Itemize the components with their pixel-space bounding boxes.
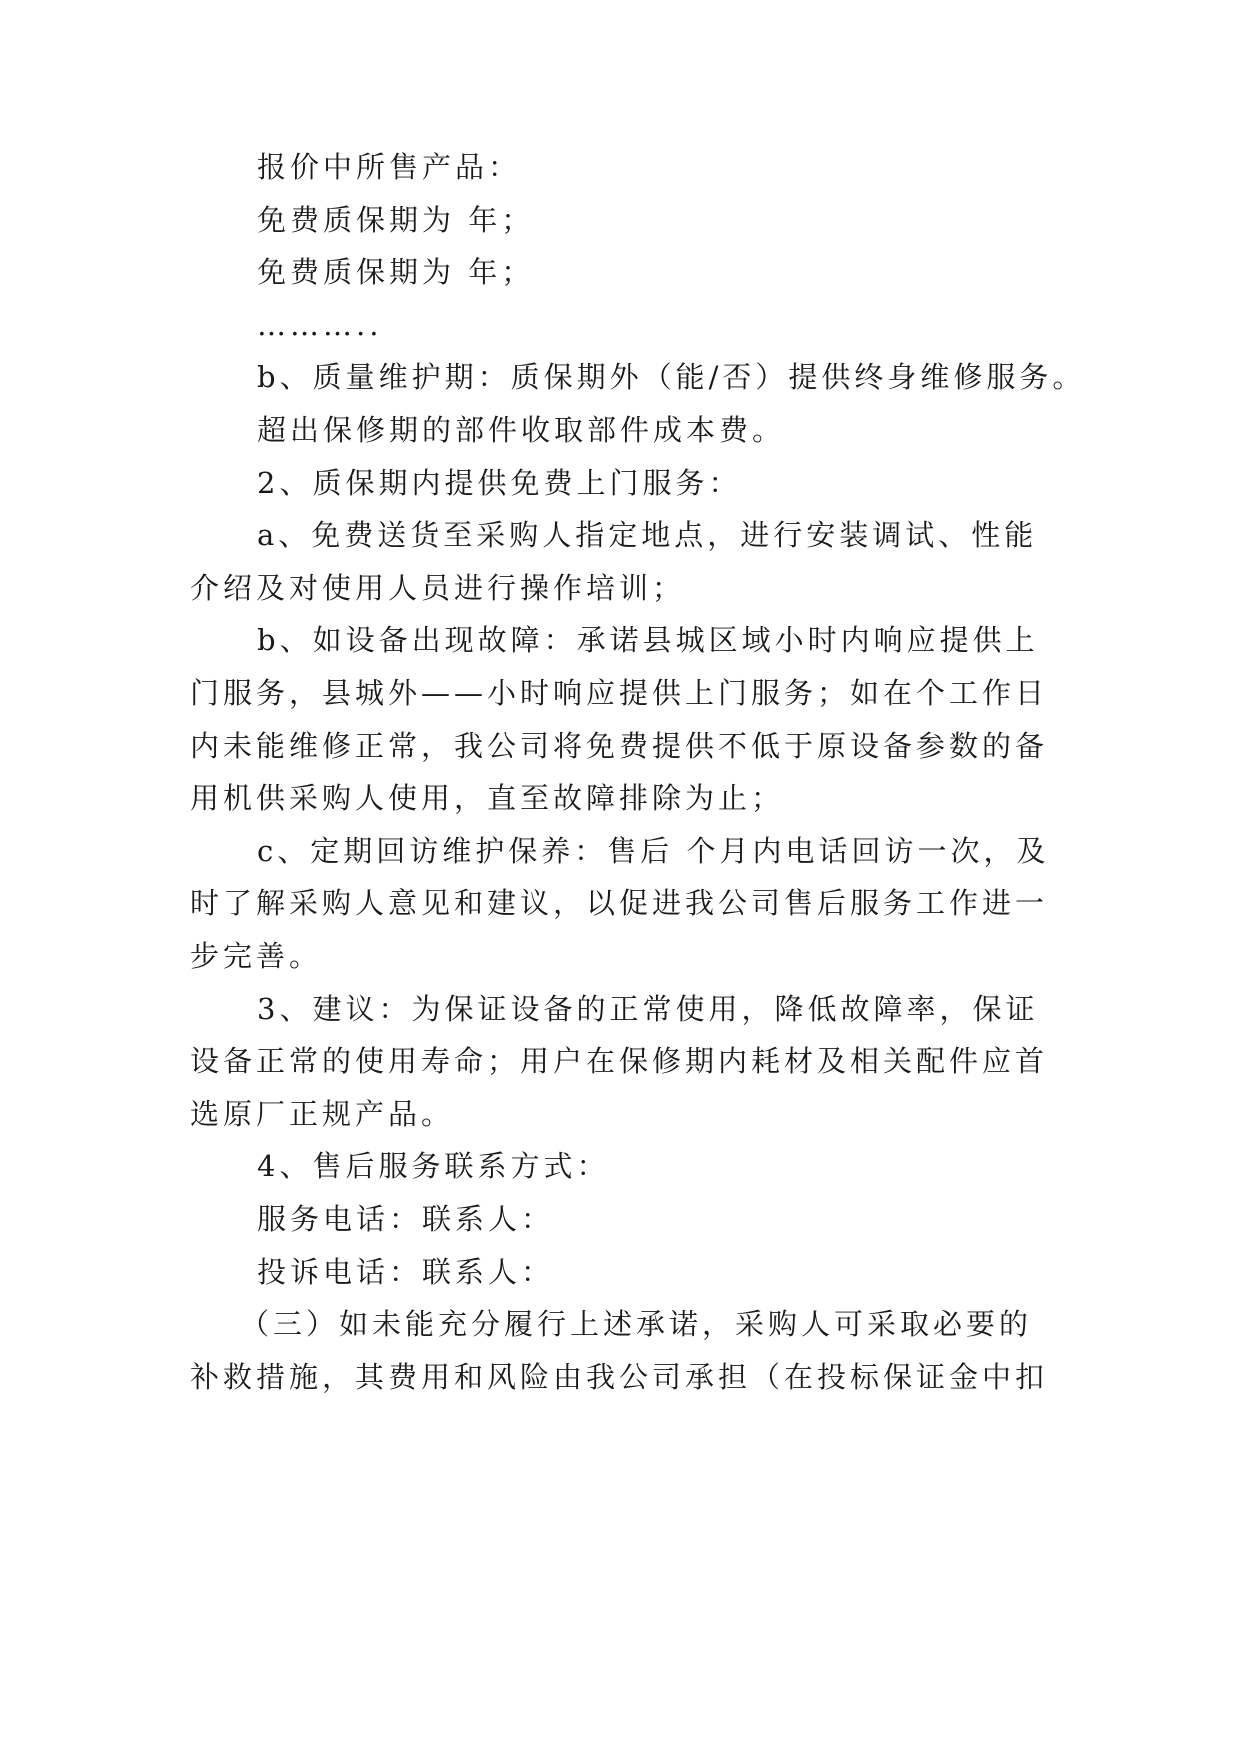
text-line: 超出保修期的部件收取部件成本费。 bbox=[257, 413, 786, 447]
text-line: 介绍及对使用人员进行操作培训； bbox=[190, 571, 686, 605]
text-line: a、免费送货至采购人指定地点，进行安装调试、性能 bbox=[257, 518, 1038, 552]
text-line: 门服务，县城外——小时响应提供上门服务；如在个工作日 bbox=[190, 676, 1049, 710]
text-line: 时了解采购人意见和建议，以促进我公司售后服务工作进一 bbox=[190, 886, 1049, 920]
text-line: 服务电话：联系人： bbox=[257, 1202, 555, 1236]
text-line: b、质量维护期：质保期外（能/否）提供终身维修服务。 bbox=[257, 360, 1086, 394]
text-line: b、如设备出现故障：承诺县城区域小时内响应提供上 bbox=[257, 623, 1039, 657]
text-line: 免费质保期为 年； bbox=[257, 255, 535, 289]
text-line: 设备正常的使用寿命；用户在保修期内耗材及相关配件应首 bbox=[190, 1044, 1049, 1078]
text-line: 3、建议：为保证设备的正常使用，降低故障率，保证 bbox=[257, 992, 1039, 1026]
text-line: 免费质保期为 年； bbox=[257, 203, 535, 237]
text-line: 选原厂正规产品。 bbox=[190, 1097, 455, 1131]
text-line: ……….. bbox=[257, 308, 383, 342]
text-line: 4、售后服务联系方式： bbox=[257, 1149, 610, 1183]
text-line: 用机供采购人使用，直至故障排除为止； bbox=[190, 781, 785, 815]
text-line: 投诉电话：联系人： bbox=[257, 1255, 555, 1289]
text-line: 2、质保期内提供免费上门服务： bbox=[257, 466, 742, 500]
text-line: 报价中所售产品： bbox=[257, 150, 522, 184]
text-line: （三）如未能充分履行上述承诺，采购人可采取必要的 bbox=[240, 1307, 1033, 1341]
text-line: c、定期回访维护保养：售后 个月内电话回访一次，及 bbox=[257, 834, 1050, 868]
text-line: 补救措施，其费用和风险由我公司承担（在投标保证金中扣 bbox=[190, 1360, 1049, 1394]
text-line: 步完善。 bbox=[190, 939, 323, 973]
text-line: 内未能维修正常，我公司将免费提供不低于原设备参数的备 bbox=[190, 729, 1049, 763]
